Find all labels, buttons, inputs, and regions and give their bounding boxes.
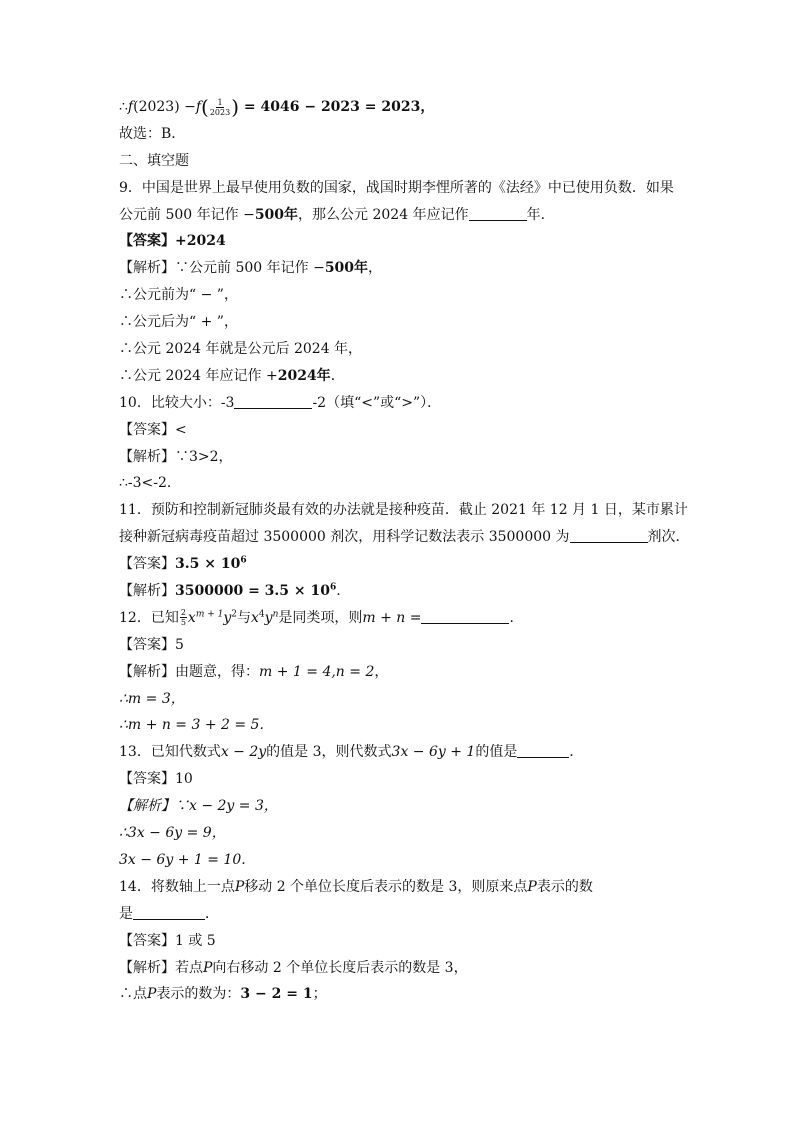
text: ，那么公元 2024 年应记作: [298, 206, 469, 223]
fraction-denominator: 2023: [209, 107, 231, 117]
fraction-numerator: 1: [217, 97, 223, 107]
text: 【解析】由题意，得：: [119, 663, 259, 680]
fraction: [180, 608, 187, 627]
math-var: x: [251, 609, 259, 626]
explanation-14-line-1: [119, 955, 689, 982]
math-text: = 4046 − 2023 = 2023，: [239, 99, 435, 115]
answer-11: [119, 551, 689, 578]
text: ．: [330, 367, 345, 384]
text: ，: [368, 260, 383, 277]
math-var: y: [264, 609, 273, 626]
answer-blank: [421, 609, 509, 624]
explanation-9-line-3: ∴公元后为“ + ”，: [119, 314, 238, 331]
fraction-denominator: 5: [180, 618, 186, 628]
text: 的值是: [475, 744, 518, 761]
answer-choice-line: 故选：B．: [119, 125, 186, 142]
answer-blank: [469, 206, 527, 221]
explanation-9-line-4: ∴公元 2024 年就是公元后 2024 年，: [119, 341, 363, 358]
fraction: [210, 98, 230, 117]
text: 与: [237, 609, 252, 626]
answer-blank: [234, 394, 312, 409]
explanation-12-line-1: [119, 659, 689, 686]
text: -2（填“<”或“>”）．: [312, 394, 442, 411]
explanation-11: [119, 578, 689, 605]
exponent: m + 1: [195, 609, 224, 620]
explanation-13-line-3: 3x − 6y + 1 = 10.: [119, 851, 246, 868]
math-var: P: [234, 878, 245, 895]
answer-12: 【答案】5: [119, 636, 184, 653]
explanation-12-line-2: ∴m = 3，: [119, 690, 185, 707]
text: ；: [312, 986, 327, 1003]
question-14-line-2: [119, 901, 689, 928]
math-text: 2024年: [277, 367, 331, 384]
math-var: P: [527, 878, 537, 895]
fraction-numerator: 2: [180, 608, 186, 618]
text: 向右移动 2 个单位长度后表示的数是 3，: [212, 959, 468, 976]
math-var: x: [187, 609, 196, 626]
text: ．: [569, 744, 584, 761]
math-text: 500年: [324, 260, 369, 277]
text: 【解析】∵公元前 500 年记作 −: [119, 260, 325, 277]
math-var: y: [223, 609, 232, 626]
explanation-10-line-2: ∴-3<-2．: [119, 475, 181, 492]
section-heading: 二、填空题: [119, 152, 189, 169]
math-text: 3500000 = 3.5 × 10: [175, 583, 330, 600]
math-text: m + n =: [362, 609, 422, 626]
text: 12．已知: [119, 609, 179, 626]
text: 【解析】若点: [119, 959, 203, 976]
math-text: 3.5 × 10: [175, 556, 241, 573]
text: ∴公元 2024 年应记作 +: [119, 367, 278, 384]
answer-9: 【答案】+2024: [119, 233, 226, 250]
text: 剂次．: [647, 529, 690, 546]
explanation-9-line-5: [119, 363, 689, 390]
math-text: 3x − 6y + 1: [391, 744, 476, 761]
math-text: x − 2y: [220, 744, 267, 761]
math-var: P: [203, 959, 213, 976]
text: ．: [205, 905, 219, 922]
document-content: [119, 94, 689, 1008]
math-var: P: [147, 986, 157, 1003]
text: 是: [119, 905, 133, 922]
question-12: [119, 605, 689, 632]
text: .: [336, 583, 341, 600]
explanation-9-line-1: [119, 255, 689, 282]
text: 【解析】: [119, 583, 175, 600]
exponent: 6: [240, 555, 247, 566]
text: 10．比较大小：-3: [119, 394, 235, 411]
text: 公元前 500 年记作 −: [119, 206, 255, 223]
text: 年．: [526, 206, 555, 223]
left-paren: (: [201, 95, 209, 119]
answer-blank: [133, 905, 205, 920]
answer-blank: [570, 528, 648, 543]
question-13: [119, 739, 689, 766]
question-9-line-1: 9．中国是世界上最早使用负数的国家，战国时期李悝所著的《法经》中已使用负数．如果: [119, 179, 674, 196]
question-11-line-1: 11．预防和控制新冠肺炎最有效的办法就是接种疫苗．截止 2021 年 12 月 1 日，某市累计: [119, 502, 688, 519]
exponent: 6: [329, 582, 337, 593]
question-11-line-2: [119, 524, 689, 551]
text: ∴点: [119, 986, 147, 1003]
right-paren: ): [231, 95, 240, 119]
math-text: m + 1 = 4,n = 2: [259, 663, 375, 680]
answer-10: 【答案】<: [119, 421, 187, 438]
answer-14: 【答案】1 或 5: [119, 932, 216, 949]
text: 表示的数为：: [156, 986, 241, 1003]
text: 接种新冠病毒疫苗超过 3500000 剂次，用科学记数法表示 3500000 为: [119, 529, 570, 546]
math-text: 3 − 2 = 1: [240, 986, 313, 1003]
explanation-14-line-2: [119, 981, 689, 1008]
math-f: f: [127, 99, 134, 115]
therefore-symbol: ∴: [119, 99, 128, 115]
math-text: 500年: [254, 206, 299, 223]
explanation-13-line-2: ∴3x − 6y = 9，: [119, 825, 226, 842]
explanation-9-line-2: ∴公元前为“ − ”，: [119, 287, 238, 304]
text: 【答案】: [119, 556, 175, 573]
text: 13．已知代数式: [119, 744, 221, 761]
text: 移动 2 个单位长度后表示的数是 3，则原来点: [244, 878, 528, 895]
explanation-10-line-1: 【解析】∵3>2，: [119, 448, 233, 465]
question-9-line-2: [119, 202, 689, 229]
exponent: n: [272, 609, 279, 620]
math-text: (2023) −: [133, 99, 196, 115]
answer-13: 【答案】10: [119, 771, 193, 788]
exponent: 2: [231, 609, 238, 620]
text: 的值是 3，则代数式: [266, 744, 392, 761]
math-f: f: [195, 99, 202, 115]
answer-blank: [517, 743, 569, 758]
text: 表示的数: [536, 878, 593, 895]
question-10: [119, 390, 689, 417]
exponent: 4: [258, 609, 265, 620]
text: 是同类项，则: [278, 609, 363, 626]
explanation-12-line-3: ∴m + n = 3 + 2 = 5.: [119, 717, 264, 734]
text: ，: [374, 663, 389, 680]
text: ．: [509, 609, 524, 626]
question-14-line-1: [119, 874, 689, 901]
line-f-result: [119, 94, 689, 121]
explanation-13-line-1: 【解析】∵x − 2y = 3，: [119, 798, 278, 815]
text: 14．将数轴上一点: [119, 878, 235, 895]
